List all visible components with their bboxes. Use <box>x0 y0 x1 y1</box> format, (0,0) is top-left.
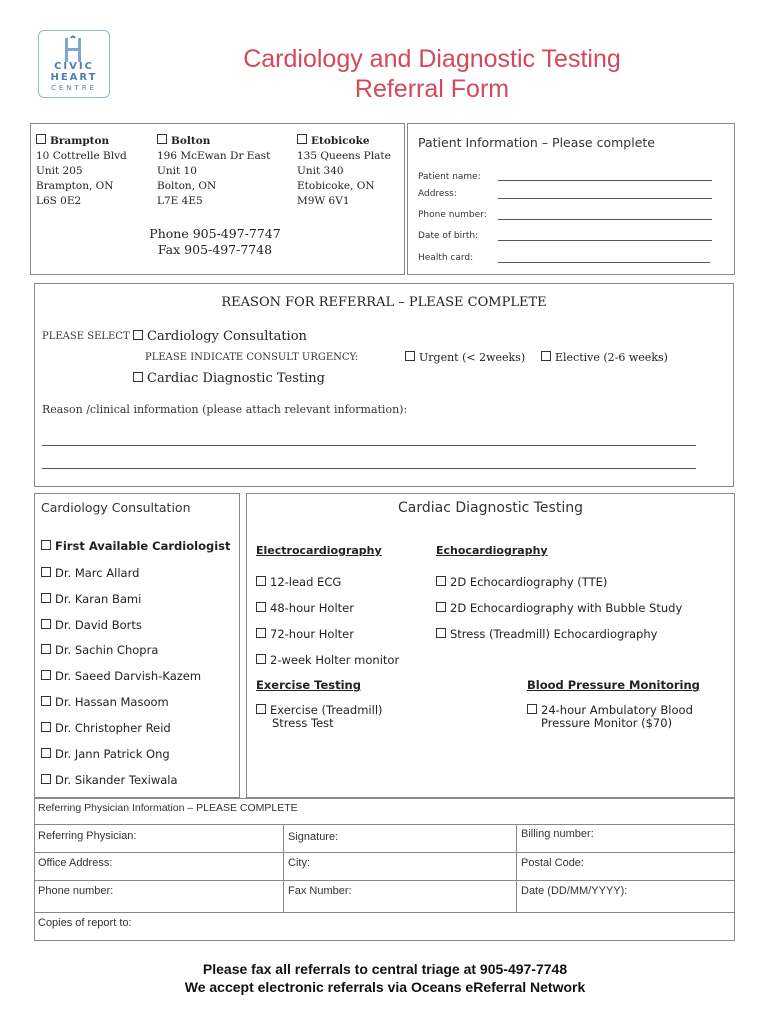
logo-text-civic: CIVIC <box>54 61 94 72</box>
copies-of-report-label: Copies of report to: <box>38 917 132 929</box>
urgent-label: Urgent (< 2weeks) <box>419 351 526 364</box>
form-title-line-2: Referral Form <box>354 75 510 103</box>
patient-dob-field[interactable] <box>498 240 712 241</box>
bp-label-line-1: 24-hour Ambulatory Blood <box>541 703 693 717</box>
date-label: Date (DD/MM/YYYY): <box>521 885 628 897</box>
clinic-etobicoke-addr2: Unit 340 <box>297 165 344 177</box>
echo-label: 2D Echocardiography with Bubble Study <box>450 601 683 615</box>
signature-label: Signature: <box>288 831 339 843</box>
clinic-etobicoke-name: Etobicoke <box>311 135 370 147</box>
referring-physician-field[interactable] <box>34 826 283 852</box>
cardiac-testing-label: Cardiac Diagnostic Testing <box>147 371 325 386</box>
exercise-checkbox[interactable] <box>256 704 266 714</box>
referring-physician-label: Referring Physician: <box>38 830 137 842</box>
ecg-option[interactable] <box>256 627 354 641</box>
doctor-option[interactable] <box>41 773 178 787</box>
please-select-label: PLEASE SELECT <box>42 331 130 342</box>
clinical-info-line-2[interactable] <box>42 468 696 469</box>
fax-number-label: Fax Number: <box>288 885 352 897</box>
first-available-checkbox[interactable] <box>41 540 51 550</box>
clinic-brampton-addr4: L6S 0E2 <box>36 195 82 207</box>
billing-number-label: Billing number: <box>521 828 594 840</box>
patient-phone-label: Phone number: <box>418 210 487 220</box>
doctor-checkbox[interactable] <box>41 619 51 629</box>
doctor-label: Dr. Karan Bami <box>55 592 142 606</box>
testing-heading: Cardiac Diagnostic Testing <box>398 500 583 516</box>
ecg-heading: Electrocardiography <box>256 544 382 557</box>
health-card-field[interactable] <box>498 262 710 263</box>
footer-fax-line: Please fax all referrals to central triage at 905-497-7748 <box>202 961 568 977</box>
billing-number-field[interactable] <box>517 824 735 850</box>
doctor-label: Dr. Sachin Chopra <box>55 643 159 657</box>
echo-option[interactable] <box>436 575 607 589</box>
clinic-etobicoke <box>297 134 391 209</box>
ecg-option[interactable] <box>256 601 354 615</box>
echo-label: Stress (Treadmill) Echocardiography <box>450 627 658 641</box>
doctor-checkbox[interactable] <box>41 696 51 706</box>
cardiac-testing-checkbox[interactable] <box>133 372 143 382</box>
fax-number-field[interactable] <box>284 881 516 912</box>
doctor-option[interactable] <box>41 643 158 657</box>
elective-checkbox[interactable] <box>541 351 551 361</box>
first-available-option[interactable] <box>41 539 231 553</box>
ecg-option[interactable] <box>256 575 341 589</box>
form-title <box>232 44 632 104</box>
patient-name-label: Patient name: <box>418 172 481 182</box>
doctor-option[interactable] <box>41 721 171 735</box>
echo-label: 2D Echocardiography (TTE) <box>450 575 608 589</box>
postal-code-field[interactable] <box>517 853 735 880</box>
cardiology-consultation-label: Cardiology Consultation <box>147 329 307 344</box>
clinic-bolton-addr1: 196 McEwan Dr East <box>157 150 271 162</box>
health-card-label: Health card: <box>418 253 474 263</box>
date-field[interactable] <box>517 881 735 912</box>
cardiac-testing-option[interactable] <box>133 371 325 386</box>
office-address-label: Office Address: <box>38 857 113 869</box>
postal-code-label: Postal Code: <box>521 857 584 869</box>
patient-dob-label: Date of birth: <box>418 231 479 241</box>
elective-label: Elective (2-6 weeks) <box>555 351 668 364</box>
ecg-checkbox[interactable] <box>256 602 266 612</box>
physician-phone-label: Phone number: <box>38 885 114 897</box>
reason-heading: REASON FOR REFERRAL – PLEASE COMPLETE <box>221 295 547 310</box>
doctor-checkbox[interactable] <box>41 748 51 758</box>
logo-text-heart: HEART <box>50 72 98 83</box>
city-field[interactable] <box>284 853 516 880</box>
clinical-info-label: Reason /clinical information (please attach relevant information): <box>42 403 408 416</box>
clinic-brampton <box>36 134 127 209</box>
ecg-checkbox[interactable] <box>256 654 266 664</box>
clinic-logo <box>38 30 110 98</box>
clinic-brampton-addr1: 10 Cottrelle Blvd <box>36 150 127 162</box>
ecg-checkbox[interactable] <box>256 576 266 586</box>
clinic-brampton-addr3: Brampton, ON <box>36 180 114 192</box>
patient-phone-field[interactable] <box>498 219 712 220</box>
bp-heading: Blood Pressure Monitoring <box>527 678 700 692</box>
echo-heading: Echocardiography <box>436 544 548 557</box>
cardiology-consultation-checkbox[interactable] <box>133 330 143 340</box>
exercise-label-line-1: Exercise (Treadmill) <box>270 703 383 717</box>
echo-option[interactable] <box>436 627 657 641</box>
patient-name-field[interactable] <box>498 180 712 181</box>
doctor-checkbox[interactable] <box>41 774 51 784</box>
ecg-option[interactable] <box>256 653 399 667</box>
echo-checkbox[interactable] <box>436 628 446 638</box>
clinic-etobicoke-addr3: Etobicoke, ON <box>297 180 375 192</box>
footer-ereferral-line: We accept electronic referrals via Oceans eReferral Network <box>184 979 586 995</box>
physician-phone-field[interactable] <box>34 881 283 912</box>
logo-text-centre: CENTRE <box>50 84 98 92</box>
etobicoke-checkbox[interactable] <box>297 134 307 144</box>
doctor-label: Dr. Saeed Darvish-Kazem <box>55 669 202 683</box>
echo-checkbox[interactable] <box>436 602 446 612</box>
central-phone: Phone 905-497-7747 <box>149 226 281 241</box>
physician-heading: Referring Physician Information – PLEASE COMPLETE <box>34 798 735 825</box>
city-label: City: <box>288 857 310 869</box>
ecg-label: 72-hour Holter <box>270 627 354 641</box>
first-available-label: First Available Cardiologist <box>55 539 231 553</box>
clinic-brampton-name: Brampton <box>50 135 110 147</box>
clinic-bolton-name: Bolton <box>171 135 211 147</box>
clinic-etobicoke-addr4: M9W 6V1 <box>297 195 350 207</box>
bp-checkbox[interactable] <box>527 704 537 714</box>
echo-option[interactable] <box>436 601 682 615</box>
clinic-bolton-addr2: Unit 10 <box>157 165 197 177</box>
doctor-option[interactable] <box>41 592 141 606</box>
echo-checkbox[interactable] <box>436 576 446 586</box>
doctor-option[interactable] <box>41 618 142 632</box>
urgent-checkbox[interactable] <box>405 351 415 361</box>
clinical-info-line-1[interactable] <box>42 445 696 446</box>
clinic-bolton-addr4: L7E 4E5 <box>157 195 203 207</box>
doctor-label: Dr. David Borts <box>55 618 142 632</box>
doctor-label: Dr. Christopher Reid <box>55 721 171 735</box>
exercise-label-line-2: Stress Test <box>272 716 334 730</box>
doctor-checkbox[interactable] <box>41 593 51 603</box>
cardiology-consultation-option[interactable] <box>133 329 307 344</box>
doctor-checkbox[interactable] <box>41 567 51 577</box>
doctor-checkbox[interactable] <box>41 644 51 654</box>
consultation-heading: Cardiology Consultation <box>41 500 191 515</box>
doctor-label: Dr. Jann Patrick Ong <box>55 747 170 761</box>
urgency-label: PLEASE INDICATE CONSULT URGENCY: <box>145 352 359 363</box>
patient-info-heading: Patient Information – Please complete <box>418 135 655 150</box>
urgent-option[interactable] <box>405 351 525 364</box>
doctor-option[interactable] <box>41 695 169 709</box>
exercise-option[interactable] <box>256 704 383 730</box>
exercise-heading: Exercise Testing <box>256 678 361 692</box>
doctor-label: Dr. Hassan Masoom <box>55 695 169 709</box>
clinic-brampton-addr2: Unit 205 <box>36 165 83 177</box>
clinic-etobicoke-addr1: 135 Queens Plate <box>297 150 391 162</box>
ecg-label: 48-hour Holter <box>270 601 354 615</box>
doctor-checkbox[interactable] <box>41 722 51 732</box>
doctor-checkbox[interactable] <box>41 670 51 680</box>
cardiac-testing-box <box>246 493 735 798</box>
ecg-checkbox[interactable] <box>256 628 266 638</box>
elective-option[interactable] <box>541 351 668 364</box>
ecg-label: 12-lead ECG <box>270 575 342 589</box>
form-title-line-1: Cardiology and Diagnostic Testing <box>243 45 621 73</box>
doctor-option[interactable] <box>41 566 139 580</box>
footer <box>0 960 770 996</box>
patient-address-field[interactable] <box>498 198 712 199</box>
doctor-option[interactable] <box>41 747 170 761</box>
office-address-field[interactable] <box>34 853 283 880</box>
doctor-label: Dr. Sikander Texiwala <box>55 773 178 787</box>
brampton-checkbox[interactable] <box>36 134 46 144</box>
copies-of-report-field[interactable] <box>34 913 735 940</box>
signature-field[interactable] <box>284 827 516 852</box>
central-fax: Fax 905-497-7748 <box>157 242 273 257</box>
patient-address-label: Address: <box>418 189 457 199</box>
clinic-bolton <box>157 134 270 209</box>
clinic-bolton-addr3: Bolton, ON <box>157 180 217 192</box>
bp-label-line-2: Pressure Monitor ($70) <box>541 716 673 730</box>
bolton-checkbox[interactable] <box>157 134 167 144</box>
ecg-label: 2-week Holter monitor <box>270 653 400 667</box>
doctor-label: Dr. Marc Allard <box>55 566 140 580</box>
bp-option[interactable] <box>527 704 693 730</box>
central-contact <box>120 226 310 258</box>
doctor-option[interactable] <box>41 669 201 683</box>
